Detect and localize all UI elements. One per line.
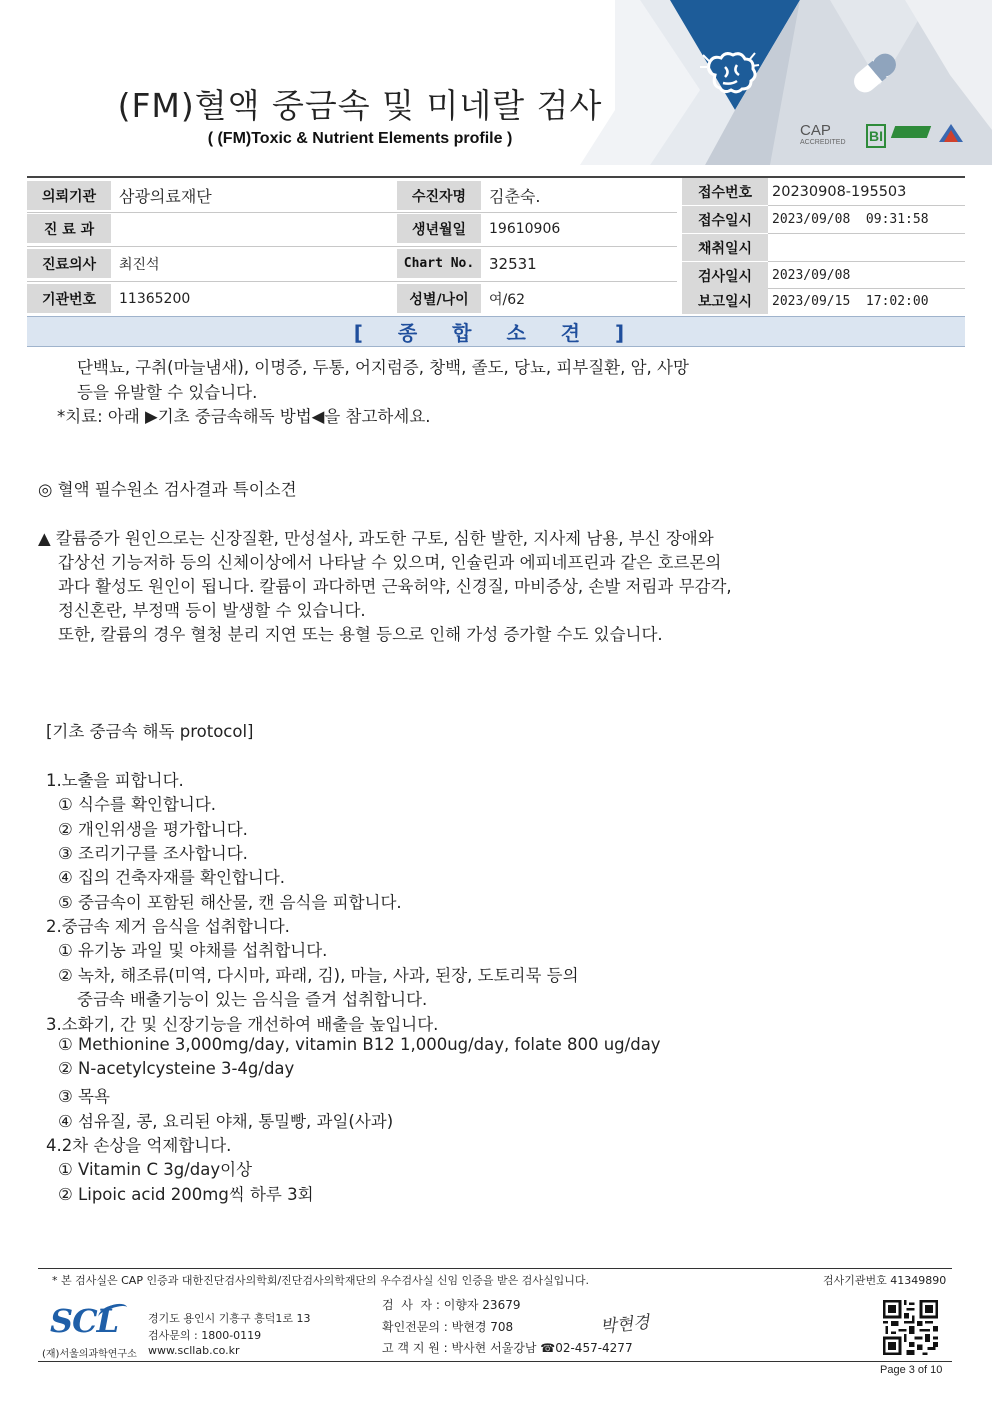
protocol-item: ② N-acetylcysteine 3-4g/day: [58, 1059, 295, 1078]
protocol-item: ③ 목욕: [58, 1087, 110, 1106]
row-divider: [768, 288, 965, 289]
summary-line: *치료: 아래 ▶기초 중금속해독 방법◀을 참고하세요.: [57, 407, 431, 426]
page-subtitle: ( (FM)Toxic & Nutrient Elements profile ): [207, 130, 513, 147]
label-inst-no: 기관번호: [27, 284, 111, 313]
tester: 검 사 자 : 이향자 23679: [382, 1298, 521, 1312]
protocol-step: 4.2차 손상을 억제합니다.: [46, 1136, 232, 1155]
row-divider: [27, 246, 677, 247]
qr-code-icon: [883, 1300, 938, 1355]
summary-heading: [ 종 합 소 견 ]: [27, 316, 965, 347]
protocol-item: ② 녹차, 해조류(미역, 다시마, 파래, 김), 마늘, 사과, 된장, 도토리묵 등의: [58, 966, 579, 985]
protocol-item: ① 식수를 확인합니다.: [58, 795, 217, 814]
value-institution: 삼광의료재단: [119, 187, 212, 206]
row-divider: [768, 261, 965, 262]
protocol-item: ④ 집의 건축자재를 확인합니다.: [58, 868, 286, 887]
label-test-dt: 검사일시: [682, 262, 768, 289]
protocol-title: [기초 중금속 해독 protocol]: [46, 722, 254, 741]
anab-logo: [939, 124, 963, 142]
footer-divider: [38, 1268, 952, 1269]
protocol-item: 중금속 배출기능이 있는 음식을 즐겨 섭취합니다.: [77, 990, 428, 1009]
finding-line: 과다 활성도 원인이 됩니다. 칼륨이 과다하면 근육허약, 신경질, 마비증상, 손발 저림과 무감각,: [58, 577, 732, 596]
confirming-doctor: 확인전문의 : 박현경 708: [382, 1320, 514, 1334]
capsule-icon: [845, 45, 905, 100]
kola-logo: BI: [866, 124, 886, 148]
page-number: Page 3 of 10: [880, 1364, 943, 1376]
label-doctor: 진료의사: [27, 249, 111, 278]
label-chart-no: Chart No.: [397, 249, 481, 278]
value-patient: 김춘숙.: [489, 187, 541, 206]
value-inst-no: 11365200: [119, 290, 191, 307]
value-department: [111, 214, 391, 243]
label-patient: 수진자명: [397, 181, 481, 210]
footer-divider: [38, 1361, 952, 1362]
summary-line: 등을 유발할 수 있습니다.: [77, 383, 258, 402]
protocol-step: 2.중금속 제거 음식을 섭취합니다.: [46, 917, 290, 936]
protocol-item: ① Methionine 3,000mg/day, vitamin B12 1,000ug/day, folate 800 ug/day: [58, 1035, 661, 1054]
doctor-signature: 박현경: [599, 1312, 651, 1338]
lab-number: 검사기관번호 41349890: [823, 1274, 947, 1287]
customer-support: 고 객 지 원 : 박사현 서울강남 ☎02-457-4277: [382, 1341, 633, 1355]
patient-info-table: [27, 176, 965, 312]
protocol-item: ⑤ 중금속이 포함된 해산물, 캔 음식을 피합니다.: [58, 893, 402, 912]
value-test-dt: 2023/09/08: [772, 268, 851, 283]
phone: 검사문의 : 1800-0119: [148, 1329, 262, 1342]
finding-line: 정신혼란, 부정맥 등이 발생할 수 있습니다.: [58, 601, 366, 620]
address: 경기도 용인시 기흥구 흥덕1로 13: [148, 1312, 311, 1325]
label-receipt-no: 접수번호: [682, 178, 768, 205]
institute-name: (재)서울의과학연구소: [42, 1349, 137, 1360]
label-birth: 생년월일: [397, 214, 481, 243]
protocol-item: ③ 조리기구를 조사합니다.: [58, 844, 248, 863]
protocol-step: 3.소화기, 간 및 신장기능을 개선하여 배출을 높입니다.: [46, 1015, 439, 1034]
scl-logo: SCL: [50, 1302, 119, 1340]
value-receipt-no: 20230908-195503: [772, 183, 907, 200]
finding-line: 갑상선 기능저하 등의 신체이상에서 나타날 수 있으며, 인슐린과 에피네프린과 같은 호르몬의: [58, 553, 722, 572]
summary-line: 단백뇨, 구취(마늘냄새), 이명증, 두통, 어지럼증, 창백, 졸도, 당뇨, 피부질환, 암, 사망: [77, 358, 689, 377]
finding-line: 또한, 칼륨의 경우 혈청 분리 지연 또는 용혈 등으로 인해 가성 증가할 수도 있습니다.: [58, 625, 663, 644]
value-doctor: 최진석: [119, 256, 160, 273]
value-report-dt: 2023/09/15 17:02:00: [772, 293, 929, 309]
website-link[interactable]: www.scllab.co.kr: [148, 1344, 240, 1357]
row-divider: [768, 233, 965, 234]
protocol-step: 1.노출을 피합니다.: [46, 771, 184, 790]
value-collect-dt: [768, 234, 965, 261]
page-title: (FM)혈액 중금속 및 미네랄 검사: [117, 86, 603, 125]
value-receipt-dt: 2023/09/08 09:31:58: [772, 212, 929, 227]
protocol-item: ② 개인위생을 평가합니다.: [58, 820, 248, 839]
value-sex-age: 여/62: [489, 291, 526, 308]
value-birth: 19610906: [489, 220, 561, 237]
certification-logo: [891, 126, 931, 138]
value-chart-no: 32531: [489, 254, 537, 273]
protocol-item: ① Vitamin C 3g/day이상: [58, 1160, 253, 1179]
label-sex-age: 성별/나이: [397, 284, 481, 313]
finding-line: ▲ 칼륨증가 원인으로는 신장질환, 만성설사, 과도한 구토, 심한 발한, 지사제 남용, 부신 장애와: [38, 529, 714, 548]
row-divider: [27, 212, 677, 213]
label-report-dt: 보고일시: [682, 288, 768, 314]
section-title: ◎ 혈액 필수원소 검사결과 특이소견: [38, 480, 297, 499]
row-divider: [27, 281, 677, 282]
protocol-item: ① 유기농 과일 및 야채를 섭취합니다.: [58, 941, 328, 960]
brain-icon: [695, 45, 765, 105]
label-collect-dt: 채취일시: [682, 234, 768, 261]
label-receipt-dt: 접수일시: [682, 206, 768, 233]
label-institution: 의뢰기관: [27, 181, 111, 210]
protocol-item: ④ 섬유질, 콩, 요리된 야채, 통밀빵, 과일(사과): [58, 1112, 394, 1131]
certification-note: * 본 검사실은 CAP 인증과 대한진단검사의학회/진단검사의학재단의 우수검사실 신임 인증을 받은 검사실입니다.: [52, 1274, 590, 1287]
label-department: 진 료 과: [27, 214, 111, 243]
protocol-item: ② Lipoic acid 200mg씩 하루 3회: [58, 1185, 314, 1204]
cap-logo: CAP ACCREDITED: [800, 122, 846, 146]
row-divider: [768, 205, 965, 206]
